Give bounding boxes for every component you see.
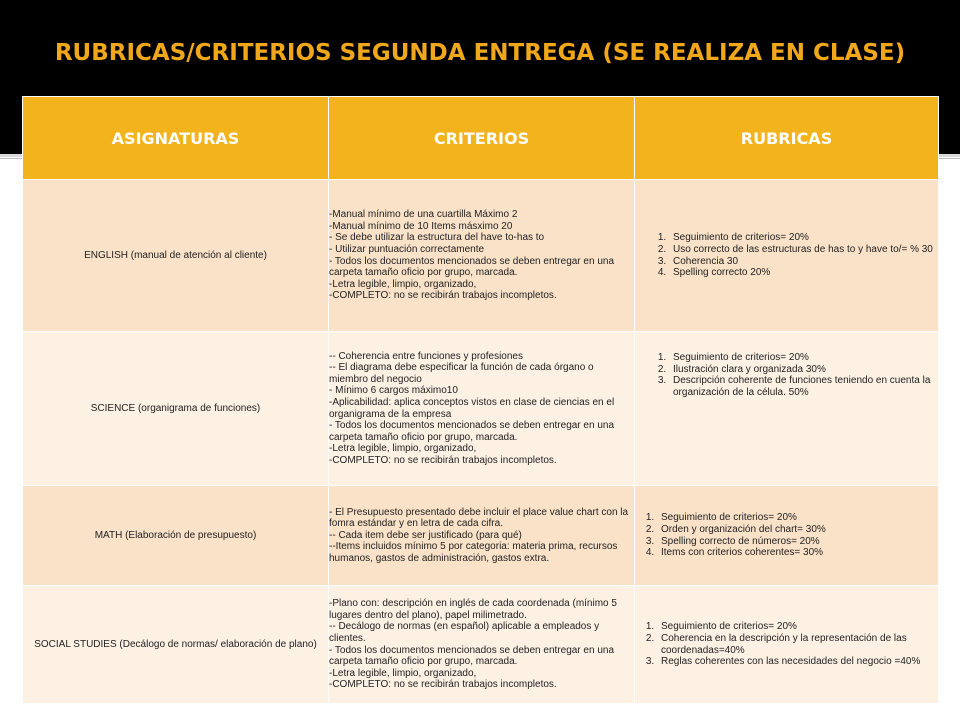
- criteria-item: -Plano con: descripción en inglés de cada coordenada (mínimo 5 lugares dentro del plano), papel milimetrado.: [329, 598, 617, 621]
- criteria-item: -Aplicabilidad: aplica conceptos vistos en clase de ciencias en el organigrama de la empresa: [329, 396, 615, 420]
- subject-cell: SCIENCE (organigrama de funciones): [23, 332, 329, 486]
- criteria-item: - El Presupuesto presentado debe incluir el place value chart con la fomra estándar y en letra de cada cifra.: [329, 506, 629, 530]
- header-rubricas: RUBRICAS: [635, 97, 939, 180]
- rubric-item: 1. Seguimiento de criterios= 20%: [669, 352, 938, 364]
- rubric-list: [635, 352, 938, 398]
- criteria-item: -- Decálogo de normas (en español) aplicable a empleados y clientes.: [329, 621, 600, 644]
- criteria-item: - Se debe utilizar la estructura del have to-has to: [329, 232, 545, 244]
- subject-cell: SOCIAL STUDIES (Decálogo de normas/ elaboración de plano): [23, 586, 329, 704]
- rubric-item: 3. Spelling correcto de números= 20%: [657, 536, 938, 548]
- criteria-item: - Utilizar puntuación correctamente: [329, 243, 485, 255]
- subject-cell: MATH (Elaboración de presupuesto): [23, 486, 329, 586]
- header-criterios: CRITERIOS: [329, 97, 635, 180]
- criteria-cell: [329, 332, 635, 486]
- criteria-item: -- Coherencia entre funciones y profesiones: [329, 350, 523, 362]
- subject-cell: ENGLISH (manual de atención al cliente): [23, 180, 329, 332]
- rubric-item: 2. Coherencia en la descripción y la representación de las coordenadas=40%: [657, 633, 938, 656]
- slide-title: RUBRICAS/CRITERIOS SEGUNDA ENTREGA (SE REALIZA EN CLASE): [54, 40, 906, 66]
- criteria-item: -- Cada item debe ser justificado (para qué): [329, 529, 522, 541]
- criteria-item: -Letra legible, limpio, organizado,: [329, 443, 477, 455]
- rubric-item: 2. Ilustración clara y organizada 30%: [669, 364, 938, 376]
- rubric-item: 4. Items con criterios coherentes= 30%: [657, 547, 938, 559]
- rubric-item: 3. Descripción coherente de funciones teniendo en cuenta la organización de la célula. 50%: [669, 375, 938, 398]
- criteria-item: -Manual mínimo de 10 Items másximo 20: [329, 220, 513, 232]
- criteria-item: -COMPLETO: no se recibirán trabajos incompletos.: [329, 679, 557, 691]
- table-row-science: [23, 332, 939, 486]
- rubric-item: 2. Orden y organización del chart= 30%: [657, 524, 938, 536]
- rubric-cell: [635, 180, 939, 332]
- rubric-item: 4. Spelling correcto 20%: [669, 267, 938, 279]
- criteria-item: - Todos los documentos mencionados se deben entregar en una carpeta tamaño oficio por grupo, marcada.: [329, 255, 615, 279]
- criteria-cell: [329, 586, 635, 704]
- header-row: [23, 97, 939, 180]
- table-row-math: [23, 486, 939, 586]
- rubric-item: 3. Coherencia 30: [669, 256, 938, 268]
- header-asignaturas: ASIGNATURAS: [23, 97, 329, 180]
- rubric-item: 1. Seguimiento de criterios= 20%: [669, 232, 938, 244]
- criteria-item: - Todos los documentos mencionados se deben entregar en una carpeta tamaño oficio por grupo, marcada.: [329, 644, 615, 668]
- criteria-item: -Manual mínimo de una cuartilla Máximo 2: [329, 209, 518, 221]
- table-row-social-studies: [23, 586, 939, 704]
- criteria-item: -COMPLETO: no se recibirán trabajos incompletos.: [329, 454, 557, 466]
- criteria-item: --Items incluidos mínimo 5 por categoria: materia prima, recursos humanos, gastos de administración, gastos extra.: [329, 541, 618, 564]
- rubric-item: 2. Uso correcto de las estructuras de has to y have to/= % 30: [669, 244, 938, 256]
- rubric-cell: [635, 332, 939, 486]
- criteria-item: - Mínimo 6 cargos máximo10: [329, 385, 458, 397]
- criteria-item: -Letra legible, limpio, organizado,: [329, 278, 477, 290]
- rubric-cell: [635, 586, 939, 704]
- criteria-cell: [329, 486, 635, 586]
- criteria-item: -Letra legible, limpio, organizado,: [329, 667, 477, 679]
- rubric-item: 3. Reglas coherentes con las necesidades del negocio =40%: [657, 656, 938, 668]
- rubric-item: 1. Seguimiento de criterios= 20%: [657, 512, 938, 524]
- criteria-cell: [329, 180, 635, 332]
- rubric-cell: [635, 486, 939, 586]
- rubric-list: [635, 232, 938, 278]
- rubric-table: [22, 96, 939, 704]
- criteria-item: -COMPLETO: no se recibirán trabajos incompletos.: [329, 290, 557, 302]
- table-row-english: [23, 180, 939, 332]
- criteria-item: - Todos los documentos mencionados se deben entregar en una carpeta tamaño oficio por grupo, marcada.: [329, 420, 615, 443]
- rubric-list: [635, 621, 938, 667]
- rubric-item: 1. Seguimiento de criterios= 20%: [657, 621, 938, 633]
- rubric-list: [635, 512, 938, 558]
- criteria-item: -- El diagrama debe especificar la función de cada órgano o miembro del negocio: [329, 362, 594, 385]
